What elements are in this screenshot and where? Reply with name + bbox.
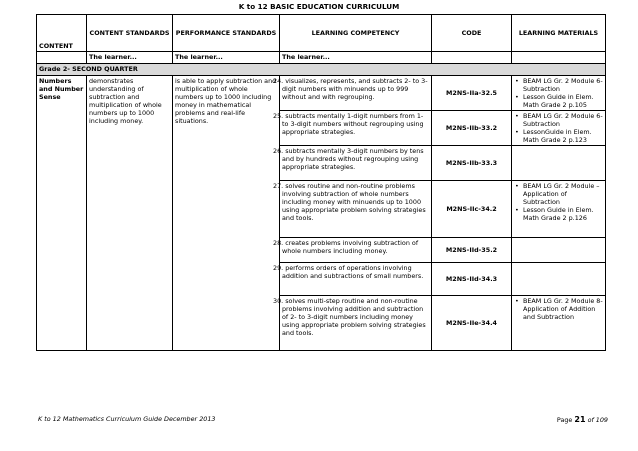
competency-cell: 24. visualizes, represents, and subtracts 2- to 3-digit numbers with minuends up to 999 without and with regrouping. <box>280 76 432 111</box>
competency-cell: 27. solves routine and non-routine problems involving subtraction of whole numbers including money with minuends up to 1000 using appropriate problem solving strategies and tools. <box>280 181 432 238</box>
learner-label: The learner... <box>173 52 280 64</box>
materials-cell <box>512 76 606 111</box>
header-row <box>37 15 606 52</box>
code-cell: M2NS-IIb-33.2 <box>432 111 512 146</box>
material-item: • LessonGuide in Elem. Math Grade 2 p.123 <box>522 128 603 144</box>
competency-cell: 25. subtracts mentally 1-digit numbers from 1- to 3-digit numbers without regrouping using appropriate strategies. <box>280 111 432 146</box>
material-item: • BEAM LG Gr. 2 Module 8- Application of Addition and Subtraction <box>522 297 603 321</box>
grade-label: Grade 2- SECOND QUARTER <box>37 64 606 76</box>
curriculum-table <box>36 14 606 351</box>
header-performance-standards: PERFORMANCE STANDARDS <box>173 15 280 52</box>
competency-cell: 26. subtracts mentally 3-digit numbers by tens and by hundreds without regrouping using appropriate strategies. <box>280 146 432 181</box>
empty-cell <box>512 52 606 64</box>
page-total: of 109 <box>587 416 608 424</box>
code-cell: M2NS-IId-34.3 <box>432 263 512 296</box>
empty-cell <box>432 52 512 64</box>
performance-standard: is able to apply subtraction and multiplication of whole numbers up to 1000 including money in mathematical problems and real-life situations. <box>173 76 280 351</box>
materials-cell <box>512 263 606 296</box>
materials-cell <box>512 296 606 351</box>
table-row <box>37 76 606 111</box>
content-area: Numbers and Number Sense <box>37 76 87 351</box>
footer-guide-title: K to 12 Mathematics Curriculum Guide December 2013 <box>38 415 216 423</box>
page-number: 21 <box>574 415 586 424</box>
material-item: • BEAM LG Gr. 2 Module 6- Subtraction <box>522 112 603 128</box>
footer-page-number <box>557 415 608 424</box>
code-cell: M2NS-IIc-34.2 <box>432 181 512 238</box>
header-content-standards: CONTENT STANDARDS <box>87 15 173 52</box>
material-item: • BEAM LG Gr. 2 Module – Application of Subtraction <box>522 182 603 206</box>
competency-cell: 30. solves multi-step routine and non-routine problems involving addition and subtraction of 2- to 3-digit numbers including money using appropriate problem solving strategies and tools. <box>280 296 432 351</box>
header-code: CODE <box>432 15 512 52</box>
material-item: • Lesson Guide in Elem. Math Grade 2 p.126 <box>522 206 603 222</box>
competency-cell: 28. creates problems involving subtraction of whole numbers including money. <box>280 238 432 263</box>
header-content: CONTENT <box>37 15 87 52</box>
materials-cell <box>512 238 606 263</box>
learner-label: The learner... <box>280 52 432 64</box>
header-learning-materials: LEARNING MATERIALS <box>512 15 606 52</box>
materials-cell <box>512 111 606 146</box>
content-standard: demonstrates understanding of subtraction and multiplication of whole numbers up to 1000 including money. <box>87 76 173 351</box>
code-cell: M2NS-IId-35.2 <box>432 238 512 263</box>
code-cell: M2NS-IIe-34.4 <box>432 296 512 351</box>
materials-cell <box>512 146 606 181</box>
header-learning-competency: LEARNING COMPETENCY <box>280 15 432 52</box>
document-title: K to 12 BASIC EDUCATION CURRICULUM <box>238 2 400 11</box>
competency-cell: 29. performs orders of operations involving addition and subtractions of small numbers. <box>280 263 432 296</box>
code-cell: M2NS-IIb-33.3 <box>432 146 512 181</box>
code-cell: M2NS-IIa-32.5 <box>432 76 512 111</box>
empty-cell <box>37 52 87 64</box>
material-item: • BEAM LG Gr. 2 Module 6- Subtraction <box>522 77 603 93</box>
materials-cell <box>512 181 606 238</box>
learner-row <box>37 52 606 64</box>
learner-label: The learner... <box>87 52 173 64</box>
grade-row <box>37 64 606 76</box>
page-label: Page <box>556 416 573 424</box>
material-item: • Lesson Guide in Elem. Math Grade 2 p.105 <box>522 93 603 109</box>
